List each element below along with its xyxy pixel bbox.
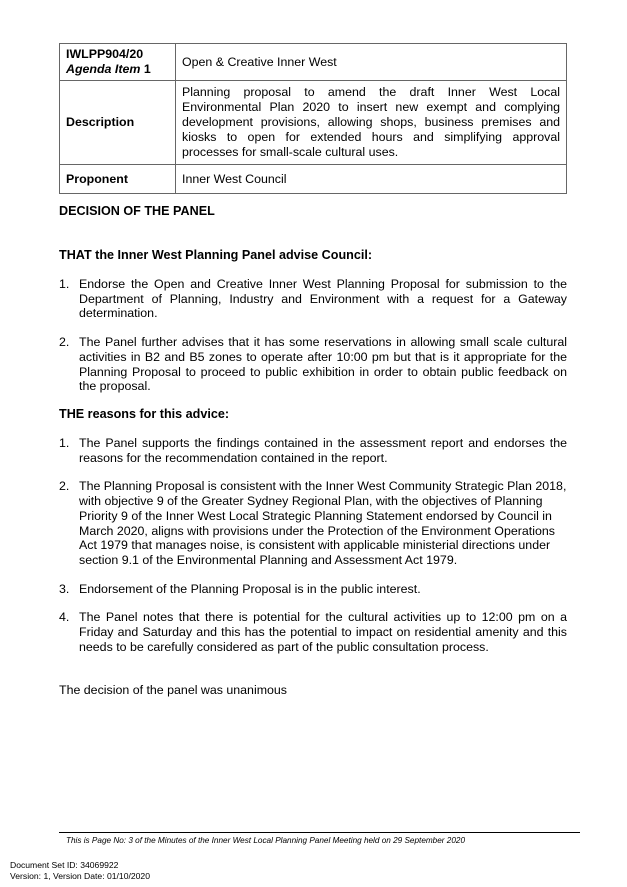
agenda-item-label bbox=[66, 62, 169, 77]
decision-heading: DECISION OF THE PANEL bbox=[59, 204, 215, 218]
list-item bbox=[59, 582, 567, 597]
description-text: Planning proposal to amend the draft Inner West Local Environmental Plan 2020 to insert new exempt and complying development provisions, allowing shops, business premises and kiosks to open for extended hours and simplifying approval processes for small-scale cultural uses. bbox=[176, 81, 567, 165]
agenda-item-number: 1 bbox=[143, 62, 151, 76]
resolution-list bbox=[59, 277, 567, 394]
reasons-list bbox=[59, 436, 567, 654]
item-number: 2. bbox=[59, 335, 70, 350]
item-text: Endorse the Open and Creative Inner West Planning Proposal for submission to the Department of Planning, Industry and Environment with a request for a Gateway determination. bbox=[79, 277, 567, 321]
item-number: 2. bbox=[59, 479, 70, 494]
item-number: 3. bbox=[59, 581, 70, 596]
item-details-table bbox=[59, 43, 567, 194]
item-text: The Panel supports the findings contained in the assessment report and endorses the reasons for the recommendation contained in the report. bbox=[79, 436, 567, 465]
footer-divider bbox=[59, 832, 580, 833]
list-item bbox=[59, 610, 567, 654]
item-reference-cell bbox=[60, 44, 176, 81]
item-number: 1. bbox=[59, 277, 70, 291]
proponent-label: Proponent bbox=[60, 165, 176, 194]
item-text: Endorsement of the Planning Proposal is in the public interest. bbox=[79, 581, 421, 596]
document-set-id: Document Set ID: 34069922 bbox=[10, 860, 119, 870]
proponent-value: Inner West Council bbox=[176, 165, 567, 194]
resolution-heading: THAT the Inner West Planning Panel advise Council: bbox=[59, 248, 373, 262]
document-version: Version: 1, Version Date: 01/10/2020 bbox=[10, 871, 150, 881]
decision-statement: The decision of the panel was unanimous bbox=[59, 683, 287, 697]
agenda-item-prefix: Agenda Item bbox=[66, 62, 141, 76]
list-item bbox=[59, 335, 567, 394]
item-number: 4. bbox=[59, 610, 70, 625]
list-item bbox=[59, 277, 567, 321]
item-reference: IWLPP904/20 bbox=[66, 47, 144, 61]
reasons-heading: THE reasons for this advice: bbox=[59, 407, 230, 421]
table-row bbox=[60, 44, 567, 81]
table-row bbox=[60, 81, 567, 165]
description-label: Description bbox=[60, 81, 176, 165]
item-text: The Panel further advises that it has some reservations in allowing small scale cultural activities in B2 and B5 zones to operate after 10:00 pm but that is it appropriate for the Planning Proposal to proceed to public exhibition in order to obtain public feedback on the proposal. bbox=[79, 335, 567, 394]
item-text: The Panel notes that there is potential for the cultural activities up to 12:00 pm on a Friday and Saturday and this has the potential to impact on residential amenity and this needs to be carefully considered as part of the public consultation process. bbox=[79, 610, 567, 654]
list-item bbox=[59, 436, 567, 465]
page-footer-note: This is Page No: 3 of the Minutes of the Inner West Local Planning Panel Meeting held on 29 September 2020 bbox=[66, 836, 466, 845]
item-number: 1. bbox=[59, 436, 70, 450]
item-title: Open & Creative Inner West bbox=[176, 44, 567, 81]
list-item bbox=[59, 479, 567, 567]
table-row bbox=[60, 165, 567, 194]
item-text: The Planning Proposal is consistent with the Inner West Community Strategic Plan 2018, with objective 9 of the Greater Sydney Regional Plan, with the objectives of Planning Priority 9 of the Inner West Local Strategic Planning Statement endorsed by Council in March 2020, aligns with provisions under the Protection of the Environment Operations Act 1979 that manages noise, is consistent with applicable ministerial directions under section 9.1 of the Environmental Planning and Assessment Act 1979. bbox=[79, 479, 567, 567]
